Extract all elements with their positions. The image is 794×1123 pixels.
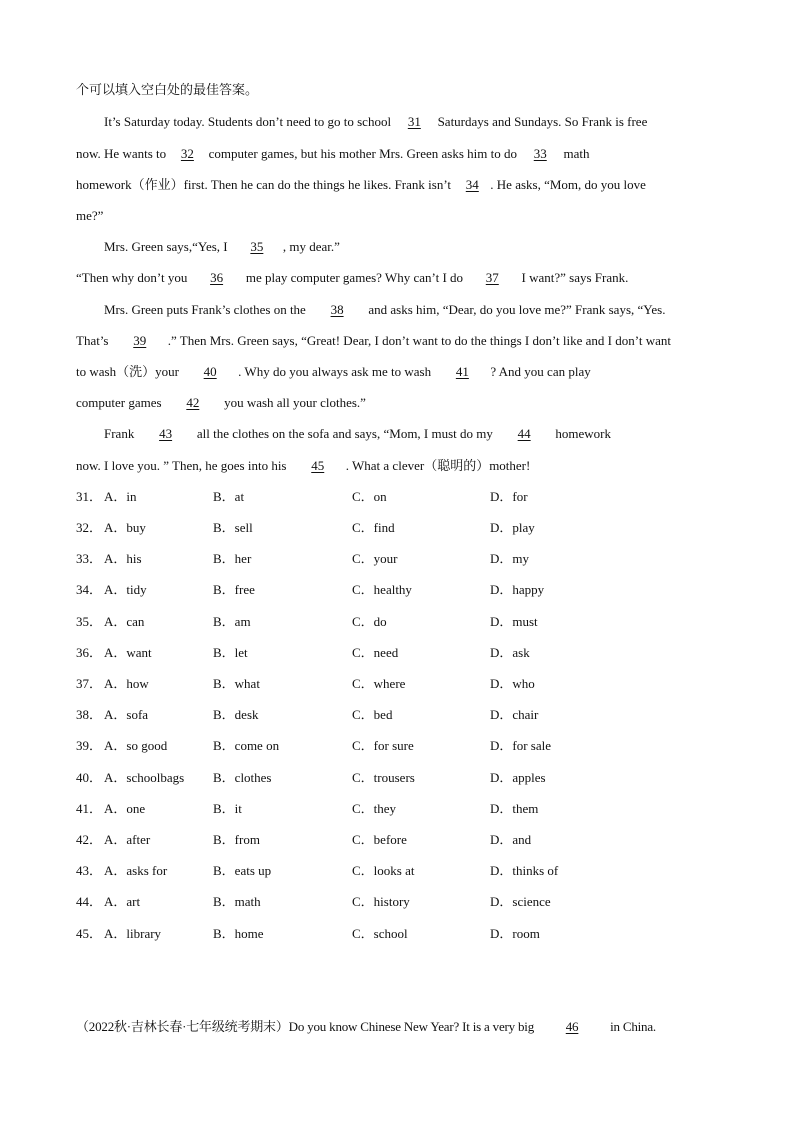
blank-41: 41 — [455, 364, 469, 379]
option-b: B．am — [213, 614, 251, 629]
passage-line: Mrs. Green says,“Yes, I 35 , my dear.” — [104, 239, 340, 254]
blank-31: 31 — [407, 114, 421, 129]
option-row-31: 31． A．in B．at C．on D．for — [76, 489, 528, 504]
option-c: C．school — [352, 926, 408, 941]
blank-39: 39 — [133, 333, 147, 348]
option-d: D．and — [490, 832, 532, 847]
option-row-34: 34． A．tidy B．free C．healthy D．happy — [76, 582, 545, 597]
option-a: A．asks for — [104, 863, 168, 878]
option-c: C．bed — [352, 707, 393, 722]
blank-37: 37 — [485, 270, 499, 285]
option-row-42: 42． A．after B．from C．before D．and — [76, 832, 532, 847]
option-a: A．buy — [104, 520, 146, 535]
option-b: B．free — [213, 582, 255, 597]
option-a: A．sofa — [104, 707, 149, 722]
passage-line: That’s 39 .” Then Mrs. Green says, “Great! Dear, I don’t want to do the things I don’t like and I don’t want — [76, 333, 671, 348]
option-d: D．happy — [490, 582, 545, 597]
option-row-32: 32． A．buy B．sell C．find D．play — [76, 520, 535, 535]
blank-46: 46 — [565, 1019, 579, 1034]
option-a: A．how — [104, 676, 149, 691]
option-a: A．one — [104, 801, 146, 816]
passage-line: homework（作业）first. Then he can do the things he likes. Frank isn’t 34 . He asks, “Mom, do you love — [76, 177, 646, 192]
option-d: D．room — [490, 926, 540, 941]
option-b: B．desk — [213, 707, 259, 722]
blank-32: 32 — [180, 146, 194, 161]
option-a: A．art — [104, 894, 141, 909]
blank-35: 35 — [250, 239, 264, 254]
passage-line: computer games 42 you wash all your clothes.” — [76, 395, 366, 410]
option-c: C．before — [352, 832, 407, 847]
passage-line: to wash（洗）your 40 . Why do you always ask me to wash 41 ? And you can play — [76, 364, 591, 379]
passage-line: me?” — [76, 208, 104, 223]
option-row-40: 40． A．schoolbags B．clothes C．trousers D．apples — [76, 770, 546, 785]
passage-line: now. I love you. ” Then, he goes into his 45 . What a clever（聪明的）mother! — [76, 458, 531, 473]
option-d: D．for — [490, 489, 528, 504]
option-c: C．need — [352, 645, 399, 660]
option-row-39: 39． A．so good B．come on C．for sure D．for sale — [76, 738, 552, 753]
option-d: D．must — [490, 614, 538, 629]
option-c: C．trousers — [352, 770, 415, 785]
blank-45: 45 — [311, 458, 325, 473]
option-d: D．apples — [490, 770, 546, 785]
blank-43: 43 — [159, 426, 173, 441]
option-d: D．ask — [490, 645, 530, 660]
option-a: A．his — [104, 551, 142, 566]
option-a: A．can — [104, 614, 145, 629]
option-c: C．healthy — [352, 582, 412, 597]
option-a: A．after — [104, 832, 151, 847]
option-row-41: 41． A．one B．it C．they D．them — [76, 801, 539, 816]
passage-line: Frank 43 all the clothes on the sofa and says, “Mom, I must do my 44 homework — [104, 426, 612, 441]
option-row-38: 38． A．sofa B．desk C．bed D．chair — [76, 707, 539, 722]
option-d: D．play — [490, 520, 535, 535]
option-row-33: 33． A．his B．her C．your D．my — [76, 551, 530, 566]
option-a: A．schoolbags — [104, 770, 185, 785]
option-b: B．home — [213, 926, 264, 941]
blank-33: 33 — [533, 146, 547, 161]
option-c: C．on — [352, 489, 387, 504]
option-b: B．come on — [213, 738, 280, 753]
blank-36: 36 — [210, 270, 224, 285]
blank-42: 42 — [186, 395, 200, 410]
option-row-45: 45． A．library B．home C．school D．room — [76, 926, 540, 941]
option-d: D．for sale — [490, 738, 552, 753]
option-d: D．thinks of — [490, 863, 559, 878]
option-b: B．eats up — [213, 863, 272, 878]
option-c: C．your — [352, 551, 398, 566]
option-d: D．them — [490, 801, 539, 816]
option-a: A．in — [104, 489, 137, 504]
option-a: A．want — [104, 645, 152, 660]
option-c: C．looks at — [352, 863, 415, 878]
option-b: B．her — [213, 551, 252, 566]
option-c: C．find — [352, 520, 395, 535]
option-c: C．where — [352, 676, 406, 691]
option-b: B．what — [213, 676, 260, 691]
option-row-37: 37． A．how B．what C．where D．who — [76, 676, 535, 691]
option-d: D．chair — [490, 707, 539, 722]
option-b: B．let — [213, 645, 248, 660]
option-b: B．clothes — [213, 770, 272, 785]
option-b: B．from — [213, 832, 260, 847]
option-row-43: 43． A．asks for B．eats up C．looks at D．thinks of — [76, 863, 559, 878]
blank-34: 34 — [465, 177, 479, 192]
passage-line: now. He wants to 32 computer games, but his mother Mrs. Green asks him to do 33 math — [76, 146, 590, 161]
next-passage-line: （2022秋·吉林长春·七年级统考期末）Do you know Chinese New Year? It is a very big 46 in China. — [76, 1019, 656, 1034]
option-c: C．history — [352, 894, 410, 909]
option-b: B．at — [213, 489, 245, 504]
option-c: C．do — [352, 614, 387, 629]
option-b: B．math — [213, 894, 261, 909]
option-d: D．my — [490, 551, 530, 566]
blank-44: 44 — [517, 426, 531, 441]
option-b: B．it — [213, 801, 242, 816]
option-a: A．so good — [104, 738, 168, 753]
option-c: C．they — [352, 801, 397, 816]
blank-38: 38 — [330, 302, 344, 317]
option-b: B．sell — [213, 520, 253, 535]
blank-40: 40 — [203, 364, 217, 379]
option-d: D．who — [490, 676, 535, 691]
instructions: 个可以填入空白处的最佳答案。 — [76, 82, 259, 97]
option-d: D．science — [490, 894, 551, 909]
option-row-36: 36． A．want B．let C．need D．ask — [76, 645, 530, 660]
option-row-44: 44． A．art B．math C．history D．science — [76, 894, 551, 909]
passage-line: It’s Saturday today. Students don’t need to go to school 31 Saturdays and Sundays. So Frank is free — [104, 114, 648, 129]
passage-line: “Then why don’t you 36 me play computer games? Why can’t I do 37 I want?” says Frank. — [76, 270, 629, 285]
passage-line: Mrs. Green puts Frank’s clothes on the 38 and asks him, “Dear, do you love me?” Frank says, “Yes. — [104, 302, 666, 317]
option-row-35: 35． A．can B．am C．do D．must — [76, 614, 538, 629]
option-c: C．for sure — [352, 738, 414, 753]
option-a: A．tidy — [104, 582, 147, 597]
option-a: A．library — [104, 926, 162, 941]
